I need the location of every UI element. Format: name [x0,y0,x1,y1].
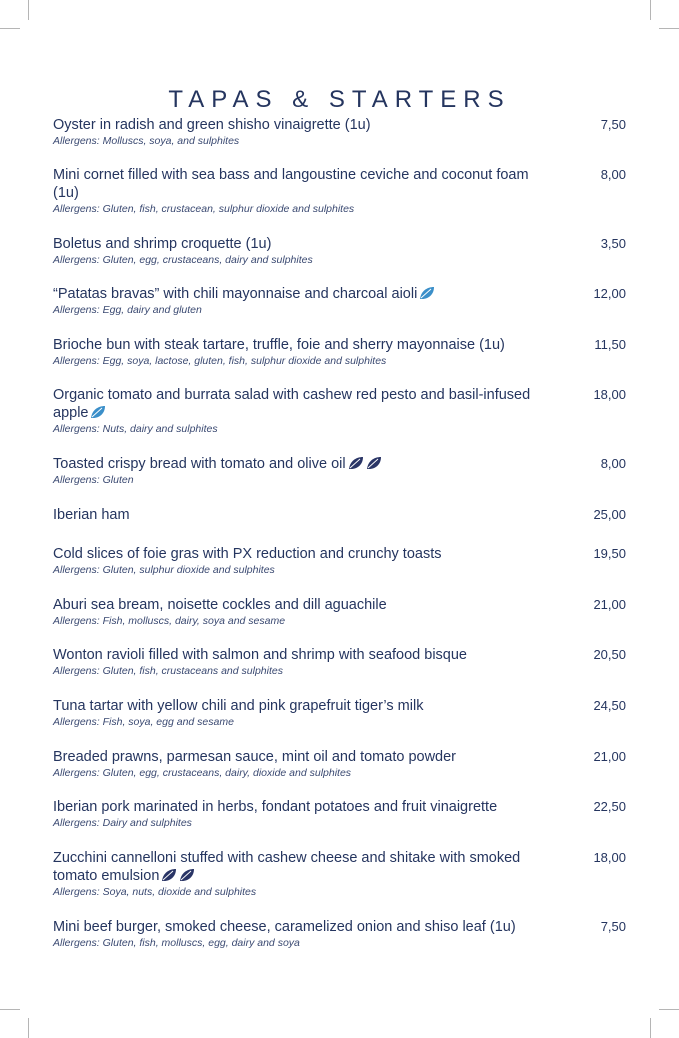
menu-item-name [53,506,553,524]
menu-item-name [53,455,553,473]
menu-item-name-text: Oyster in radish and green shisho vinaigrette (1u) [53,117,371,133]
menu-item [53,748,628,780]
menu-item-name-text: Boletus and shrimp croquette (1u) [53,236,272,252]
menu-item [53,798,628,830]
menu-item [53,596,628,628]
menu-item-name-text: Mini beef burger, smoked cheese, caramelized onion and shiso leaf (1u) [53,919,516,935]
menu-item [53,545,628,577]
menu-item [53,336,628,368]
crop-mark [650,0,651,20]
menu-item-name-text: Zucchini cannelloni stuffed with cashew cheese and shitake with smoked tomato emulsion [53,850,521,884]
menu-item-allergens: Allergens: Gluten, fish, molluscs, egg, dairy and soya [53,937,300,949]
menu-item-allergens: Allergens: Gluten, fish, crustacean, sulphur dioxide and sulphites [53,203,355,215]
menu-item-name [53,166,553,202]
menu-item-price: 18,00 [593,850,626,865]
menu-item-name [53,918,553,936]
menu-item-name [53,116,553,134]
crop-mark [28,0,29,20]
menu-item-name-text: Iberian ham [53,507,130,523]
menu-item-price: 8,00 [600,456,626,471]
menu-item [53,116,628,148]
menu-item-allergens: Allergens: Gluten, egg, crustaceans, dairy, dioxide and sulphites [53,767,352,779]
menu-item-allergens: Allergens: Gluten, sulphur dioxide and sulphites [53,564,275,576]
leaf-dark-icon [366,456,382,470]
menu-item-name-text: Wonton ravioli filled with salmon and shrimp with seafood bisque [53,647,468,663]
menu-item-name-text: Breaded prawns, parmesan sauce, mint oil and tomato powder [53,749,456,765]
menu-item-price: 25,00 [593,507,626,522]
menu-item-allergens: Allergens: Nuts, dairy and sulphites [53,423,218,435]
menu-item-name [53,235,553,253]
menu-item-name [53,748,553,766]
menu-item-name-text: Tuna tartar with yellow chili and pink grapefruit tiger’s milk [53,698,424,714]
menu-item [53,506,628,524]
menu-item-price: 7,50 [600,117,626,132]
menu-item [53,455,628,487]
menu-item-allergens: Allergens: Molluscs, soya, and sulphites [53,135,240,147]
menu-item-allergens: Allergens: Gluten, egg, crustaceans, dairy and sulphites [53,254,313,266]
menu-item-name [53,798,553,816]
crop-mark [650,1018,651,1038]
leaf-dark-icon [348,456,364,470]
leaf-dark-icon [179,868,195,882]
crop-mark [28,1018,29,1038]
menu-item [53,918,628,950]
menu-item-price: 11,50 [594,337,626,352]
menu-item-price: 20,50 [593,647,626,662]
menu-item [53,697,628,729]
menu-item-name [53,545,553,563]
menu-item [53,646,628,678]
menu-item-name-text: Aburi sea bream, noisette cockles and dill aguachile [53,597,387,613]
menu-item-allergens: Allergens: Dairy and sulphites [53,817,192,829]
menu-item-name-text: “Patatas bravas” with chili mayonnaise and charcoal aioli [53,286,418,302]
menu-item-price: 21,00 [593,749,626,764]
menu-item-allergens: Allergens: Egg, dairy and gluten [53,304,202,316]
leaf-blue-icon [90,405,106,419]
menu-item-name-text: Cold slices of foie gras with PX reduction and crunchy toasts [53,546,442,562]
menu-item [53,235,628,267]
crop-mark [0,1009,20,1010]
menu-item-name [53,646,553,664]
menu-item-allergens: Allergens: Egg, soya, lactose, gluten, fish, sulphur dioxide and sulphites [53,355,387,367]
menu-item-name-text: Iberian pork marinated in herbs, fondant potatoes and fruit vinaigrette [53,799,498,815]
menu-item [53,285,628,317]
menu-item-name-text: Organic tomato and burrata salad with cashew red pesto and basil-infused apple [53,387,531,421]
menu-item-price: 24,50 [593,698,626,713]
menu-item-name-text: Toasted crispy bread with tomato and olive oil [53,456,346,472]
leaf-blue-icon [419,286,435,300]
menu-item [53,166,628,216]
menu-item-allergens: Allergens: Soya, nuts, dioxide and sulphites [53,886,257,898]
menu-item-price: 7,50 [600,919,626,934]
menu-item-name [53,336,553,354]
menu-item-name [53,849,553,885]
menu-item-allergens: Allergens: Fish, molluscs, dairy, soya and sesame [53,615,286,627]
menu-item-name-text: Mini cornet filled with sea bass and langoustine ceviche and coconut foam (1u) [53,167,529,201]
menu-item-price: 12,00 [593,286,626,301]
crop-mark [659,1009,679,1010]
leaf-dark-icon [161,868,177,882]
menu-item-name-text: Brioche bun with steak tartare, truffle, foie and sherry mayonnaise (1u) [53,337,505,353]
menu-item-price: 18,00 [593,387,626,402]
menu-item-allergens: Allergens: Fish, soya, egg and sesame [53,716,234,728]
menu-item-price: 8,00 [600,167,626,182]
crop-mark [659,28,679,29]
menu-item-name [53,697,553,715]
page-title: TAPAS & STARTERS [168,86,511,114]
menu-item [53,386,628,436]
menu-item-price: 21,00 [593,597,626,612]
crop-mark [0,28,20,29]
menu-item-name [53,386,553,422]
menu-item [53,849,628,899]
menu-item-allergens: Allergens: Gluten, fish, crustaceans and sulphites [53,665,283,677]
menu-item-name [53,285,553,303]
menu-item-price: 3,50 [600,236,626,251]
menu-item-allergens: Allergens: Gluten [53,474,134,486]
menu-item-price: 22,50 [593,799,626,814]
menu-item-price: 19,50 [593,546,626,561]
menu-item-name [53,596,553,614]
